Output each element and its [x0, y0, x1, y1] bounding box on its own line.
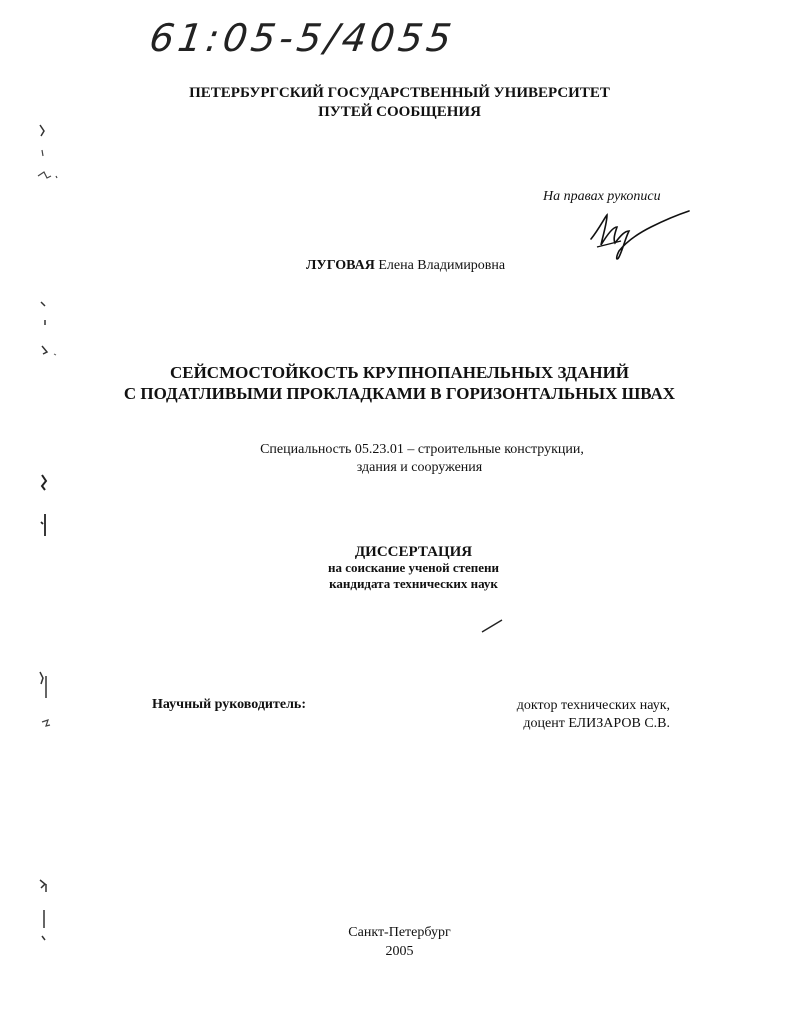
manuscript-rights-note: На правах рукописи	[543, 189, 661, 204]
supervisor-info	[470, 697, 670, 733]
university-name	[0, 84, 799, 122]
author-given-names: Елена Владимировна	[378, 258, 506, 273]
city-and-year	[0, 923, 799, 961]
dissertation-heading: ДИССЕРТАЦИЯ	[354, 544, 473, 560]
title-line-1: СЕЙСМОСТОЙКОСТЬ КРУПНОПАНЕЛЬНЫХ ЗДАНИЙ	[169, 363, 630, 382]
dissertation-degree	[14, 544, 799, 592]
archive-code-handwritten: 61:05-5/4055	[146, 16, 459, 60]
degree-line-2: кандидата технических наук	[329, 576, 498, 591]
university-line-1: ПЕТЕРБУРГСКИЙ ГОСУДАРСТВЕННЫЙ УНИВЕРСИТЕТ	[189, 85, 610, 101]
specialty	[0, 441, 799, 477]
university-line-2: ПУТЕЙ СООБЩЕНИЯ	[318, 104, 481, 120]
supervisor-name: доцент ЕЛИЗАРОВ С.В.	[523, 716, 670, 731]
specialty-line-1: Специальность 05.23.01 – строительные конструкции,	[260, 442, 584, 457]
author-name	[306, 258, 505, 274]
pen-stroke-mark	[480, 618, 504, 634]
supervisor-degree: доктор технических наук,	[516, 698, 670, 713]
author-surname: ЛУГОВАЯ	[306, 258, 375, 273]
supervisor-label: Научный руководитель:	[152, 697, 306, 712]
dissertation-title	[0, 362, 799, 404]
year: 2005	[385, 944, 414, 959]
author-signature	[585, 205, 695, 265]
city: Санкт-Петербург	[348, 925, 451, 940]
degree-line-1: на соискание ученой степени	[327, 560, 500, 575]
title-line-2: С ПОДАТЛИВЫМИ ПРОКЛАДКАМИ В ГОРИЗОНТАЛЬНЫХ ШВАХ	[123, 384, 676, 403]
specialty-line-2: здания и сооружения	[356, 460, 483, 475]
scan-margin-marks	[30, 110, 70, 950]
